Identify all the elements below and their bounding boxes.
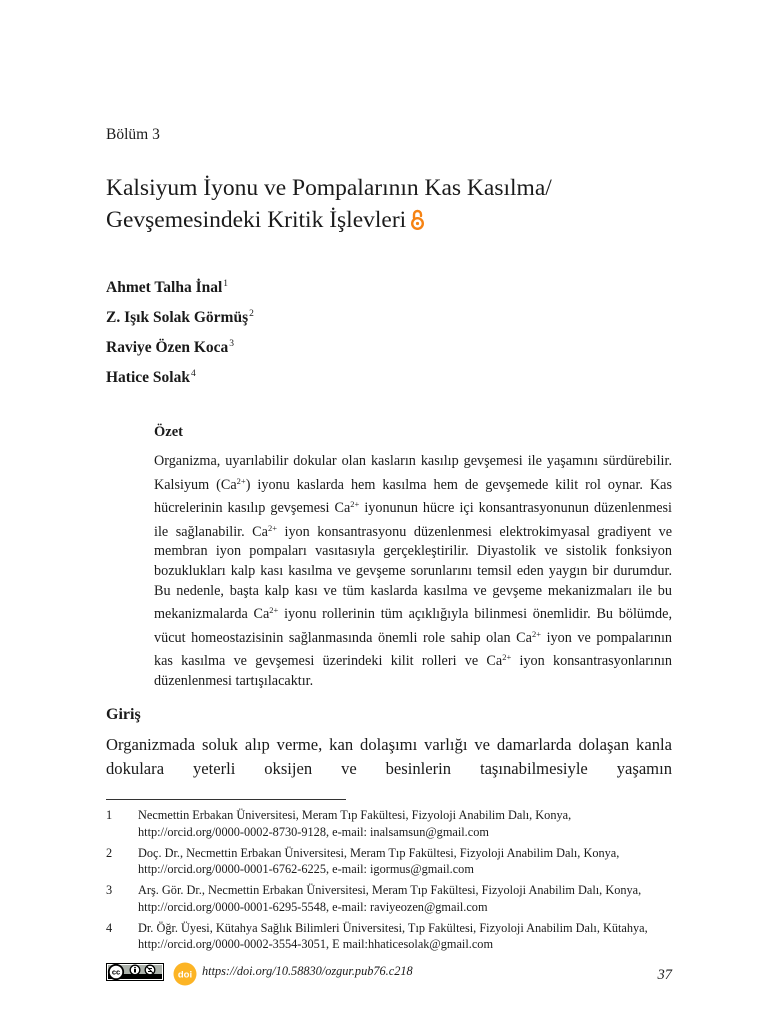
title-line-2-text: Gevşemesindeki Kritik İşlevleri	[106, 207, 407, 233]
abstract-segment: iyonu rollerinin tüm açıklığıyla bilinmesi önemlidir. Bu bölümde, vücut homeostazisinin sağlanmasında önemli role sahip olan Ca	[154, 606, 672, 646]
abstract-text	[154, 452, 672, 692]
author-name-text: Raviye Özen Koca	[106, 339, 229, 356]
footnote	[106, 807, 672, 840]
footnote-text: Doç. Dr., Necmettin Erbakan Üniversitesi, Meram Tıp Fakültesi, Fizyoloji Anabilim Dalı, Konya, http://orcid.org/0000-0001-6762-6225, e-mail: igormus@gmail.com	[138, 845, 620, 876]
abstract-segment: iyon ve pompalarının kas kasılma ve gevşemesi üzerindeki kilit rolleri ve Ca	[154, 629, 672, 670]
author-affiliation-marker: 1	[223, 279, 229, 289]
abstract-segment: iyon konsantrasyonlarının düzenlenmesi tartışılacaktır.	[154, 653, 672, 689]
ion-charge: 2+	[236, 475, 246, 486]
author-name-text: Ahmet Talha İnal	[106, 279, 223, 296]
title-line-1: Kalsiyum İyonu ve Pompalarının Kas Kasılma/	[106, 175, 552, 201]
footnote-number: 2	[106, 845, 113, 860]
author-name	[106, 304, 254, 334]
chapter-title	[106, 172, 696, 240]
footnote-number: 4	[106, 920, 113, 935]
author-name	[106, 364, 254, 394]
footnote-number: 1	[106, 808, 113, 822]
abstract-segment: iyonunun hücre içi konsantrasyonunun düzenlenmesi ile sağlanabilir. Ca	[154, 500, 672, 540]
title-line-2	[106, 204, 696, 240]
author-name	[106, 334, 254, 364]
author-list	[106, 274, 254, 394]
author-name	[106, 274, 254, 304]
footnote-number: 3	[106, 883, 113, 897]
footnote-list	[106, 807, 672, 957]
footnote	[106, 845, 672, 878]
doi-icon[interactable]	[173, 962, 197, 991]
author-affiliation-marker: 2	[249, 309, 254, 319]
open-access-icon[interactable]	[410, 208, 425, 240]
footnote	[106, 882, 672, 915]
abstract-segment: iyon konsantrasyonu düzenlenmesi elektrokimyasal gradiyent ve membran iyon pompaları vasıtasıyla gerçekleştirilir. Diyastolik ve sistolik fonksiyon bozuklukları kalp kası kasılma ve gevşeme sorunlarını temsil eden yaygın bir durumdur. Bu nedenle, başta kalp kası ve tüm kaslarda kasılma ve gevşeme mekanizmaları ile bu mekanizmalarda Ca	[154, 523, 673, 623]
author-name-text: Hatice Solak	[106, 369, 190, 386]
ion-charge: 2+	[269, 605, 279, 616]
ion-charge: 2+	[502, 652, 512, 663]
intro-heading: Giriş	[106, 706, 141, 723]
abstract-heading: Özet	[154, 424, 183, 440]
footnote	[106, 920, 672, 953]
ion-charge: 2+	[531, 628, 541, 639]
footnote-text: Arş. Gör. Dr., Necmettin Erbakan Üniversitesi, Meram Tıp Fakültesi, Fizyoloji Anabilim Dalı, Konya, http://orcid.org/0000-0001-6295-5548, e-mail: raviyeozen@gmail.com	[138, 883, 642, 914]
doi-badge-label: doi	[177, 969, 193, 981]
footnote-text: Necmettin Erbakan Üniversitesi, Meram Tıp Fakültesi, Fizyoloji Anabilim Dalı, Konya, http://orcid.org/0000-0002-8730-9128, e-mail: inalsamsun@gmail.com	[138, 808, 572, 839]
cc-by-nc-icon[interactable]	[106, 963, 164, 986]
abstract-segment: Organizma, uyarılabilir dokular olan kasların kasılıp gevşemesi ile yaşamını sürdürebilir. Kalsiyum (Ca	[154, 453, 672, 493]
chapter-label: Bölüm 3	[106, 126, 160, 143]
intro-text: Organizmada soluk alıp verme, kan dolaşımı varlığı ve damarlarda dolaşan kanla dokulara yeterli oksijen ve besinlerin taşınabilmesiyle yaşamın	[106, 735, 672, 778]
abstract-segment: ) iyonu kaslarda hem kasılma hem de gevşemede kilit rol oynar. Kas hücrelerinin kasılıp gevşemesi Ca	[154, 476, 673, 517]
page-number: 37	[657, 967, 672, 983]
footnote-text: Dr. Öğr. Üyesi, Kütahya Sağlık Bilimleri Üniversitesi, Tıp Fakültesi, Fizyoloji Anabilim Dalı, Kütahya, http://orcid.org/0000-0002-3554-3051, E mail:hhaticesolak@gmail.com	[138, 920, 648, 951]
doi-link[interactable]: https://doi.org/10.58830/ozgur.pub76.c218	[202, 964, 413, 978]
ion-charge: 2+	[267, 522, 277, 533]
footnote-divider	[106, 799, 346, 800]
ion-charge: 2+	[350, 499, 360, 510]
author-affiliation-marker: 3	[229, 339, 235, 349]
author-affiliation-marker: 4	[190, 369, 196, 379]
license-label: cc	[111, 967, 121, 977]
author-name-text: Z. Işık Solak Görmüş	[106, 309, 249, 326]
